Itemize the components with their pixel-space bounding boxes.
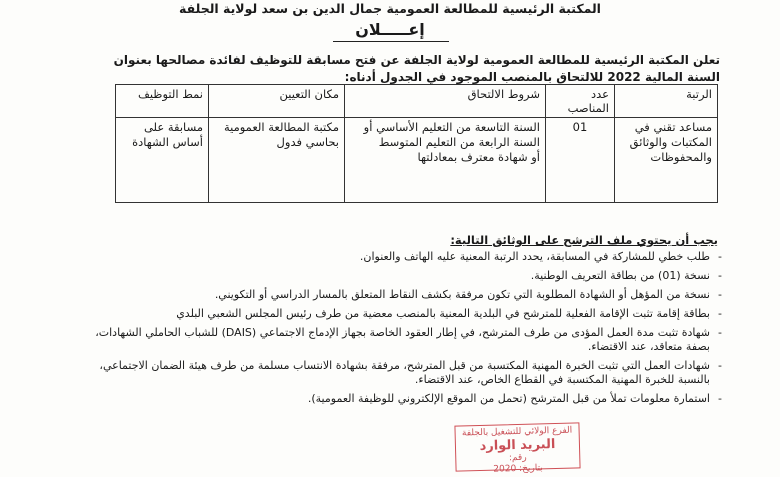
header-mode: نمط التوظيف [116, 85, 209, 118]
header-rank: الرتبة [615, 85, 718, 118]
stamp-line-1: الفرع الولائي للتشغيل بالجلفة [461, 425, 573, 439]
list-item: - استمارة معلومات تملأ من قبل المترشح (تحمل من الموقع الإلكتروني للوظيفة العمومية). [72, 392, 722, 406]
cell-conditions [345, 118, 546, 203]
intro-line-2: السنة المالية 2022 للالتحاق بالمنصب الموجود في الجدول أدناه: [344, 70, 720, 84]
list-item: - شهادة تثبت مدة العمل المؤدى من طرف المترشح، في إطار العقود الخاصة بجهاز الإدماج الاجتماعي (DAIS) للشباب الحاملي الشهادات، بصفة متعاقد، عند الاقتضاء. [72, 326, 722, 354]
cell-rank: مساعد تقني في المكتبات والوثائق والمحفوظات [615, 118, 718, 203]
title-underline [333, 41, 449, 42]
announcement-title: إعـــــلان [355, 20, 425, 39]
table-row [116, 118, 718, 203]
list-item: - نسخة من المؤهل أو الشهادة المطلوبة التي تكون مرفقة بكشف النقاط المتعلق بالمسار الدراسي أو التكويني. [72, 288, 722, 302]
requirements-heading: يجب أن يحتوي ملف الترشح على الوثائق التالية: [450, 233, 718, 247]
institution-header: المكتبة الرئيسية للمطالعة العمومية جمال الدين بن سعد لولاية الجلفة [179, 1, 601, 16]
header-location: مكان التعيين [209, 85, 345, 118]
list-item: - نسخة (01) من بطاقة التعريف الوطنية. [72, 269, 722, 283]
positions-table [115, 84, 718, 203]
header-conditions: شروط الالتحاق [345, 85, 546, 118]
header-count: عدد المناصب [546, 85, 615, 118]
cell-location: مكتبة المطالعة العمومية بحاسي فدول [209, 118, 345, 203]
list-item: - شهادات العمل التي تثبت الخبرة المهنية المكتسبة من قبل المترشح، مرفقة بشهادة الانتساب مسلمة من طرف هيئة الضمان الاجتماعي، بالنسبة للخبرة المهنية المكتسبة في القطاع الخاص، عند الاقتضاء. [72, 359, 722, 387]
conditions-text: السنة التاسعة من التعليم الأساسي أو السنة الرابعة من التعليم المتوسط [363, 120, 540, 149]
cell-mode: مسابقة على أساس الشهادة [116, 118, 209, 203]
intro-line-1: تعلن المكتبة الرئيسية للمطالعة العمومية لولاية الجلفة عن فتح مسابقة للتوظيف لفائدة مصالحها بعنوان [113, 53, 720, 67]
list-item: - طلب خطي للمشاركة في المسابقة، يحدد الرتبة المعنية عليه الهاتف والعنوان. [72, 250, 722, 264]
conditions-equivalent: أو شهادة معترف بمعادلتها [417, 150, 540, 164]
cell-count: 01 [546, 118, 615, 203]
stamp-line-2: البريد الوارد [479, 437, 556, 454]
table-header-row [116, 85, 718, 118]
incoming-mail-stamp [454, 422, 580, 475]
stamp-line-3: رقم: [508, 452, 527, 464]
intro-paragraph [60, 52, 720, 86]
list-item: - بطاقة إقامة تثبت الإقامة الفعلية للمترشح في البلدية المعنية بالمنصب معضية من طرف رئيس المجلس الشعبي البلدي [72, 307, 722, 321]
stamp-line-4: بتاريخ: 2020 [493, 463, 543, 475]
requirements-list [72, 250, 722, 411]
